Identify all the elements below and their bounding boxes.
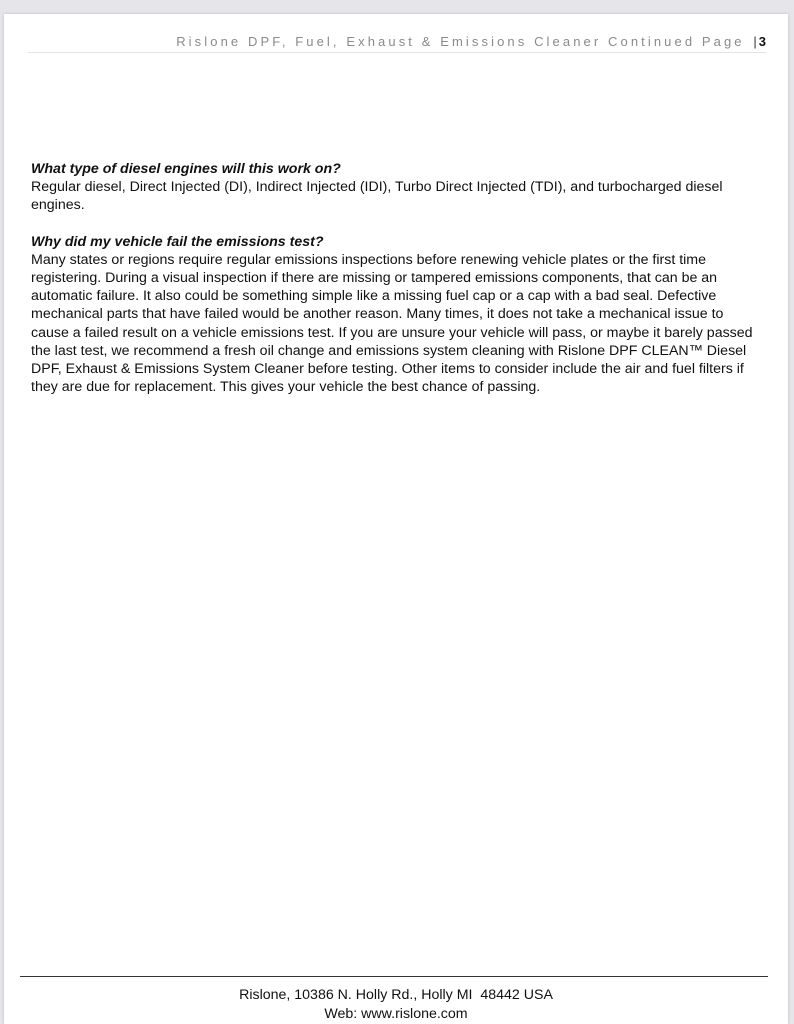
footer-web: Web: www.rislone.com — [324, 1006, 468, 1022]
document-page — [4, 14, 788, 1024]
faq-spacer — [31, 215, 757, 233]
footer-address: Rislone, 10386 N. Holly Rd., Holly MI 48442 USA — [239, 987, 553, 1003]
faq-answer-1: Regular diesel, Direct Injected (DI), Indirect Injected (IDI), Turbo Direct Injected (TDI), and turbocharged diesel engines. — [31, 179, 723, 214]
faq-question-2: Why did my vehicle fail the emissions test? — [31, 233, 324, 250]
page-header — [28, 34, 766, 53]
header-separator: | — [753, 34, 757, 49]
footer-divider — [20, 976, 768, 977]
faq-question-1: What type of diesel engines will this work on? — [31, 161, 341, 177]
faq-answer-2: Many states or regions require regular emissions inspections before renewing vehicle plates or the first time registering. During a visual inspection if there are missing or tampered emissions components, that can be an automatic failure. It also could be something simple like a missing fuel cap or a cap with a bad seal. Defective mechanical parts that have failed would be another reason. Many times, it does not take a mechanical issue to cause a failed result on a vehicle emissions test. If you are unsure your vehicle will pass, or maybe it barely passed the last test, we recommend a fresh oil change and emissions system cleaning with Rislone DPF CLEAN™ Diesel DPF, Exhaust & Emissions System Cleaner before testing. Other items to consider include the air and fuel filters if they are due for replacement. This gives your vehicle the best chance of passing. — [31, 251, 753, 396]
page-footer — [4, 986, 788, 1024]
faq-section — [31, 160, 757, 396]
page-number: 3 — [758, 34, 766, 49]
header-title: Rislone DPF, Fuel, Exhaust & Emissions Cleaner Continued Page — [176, 34, 745, 49]
